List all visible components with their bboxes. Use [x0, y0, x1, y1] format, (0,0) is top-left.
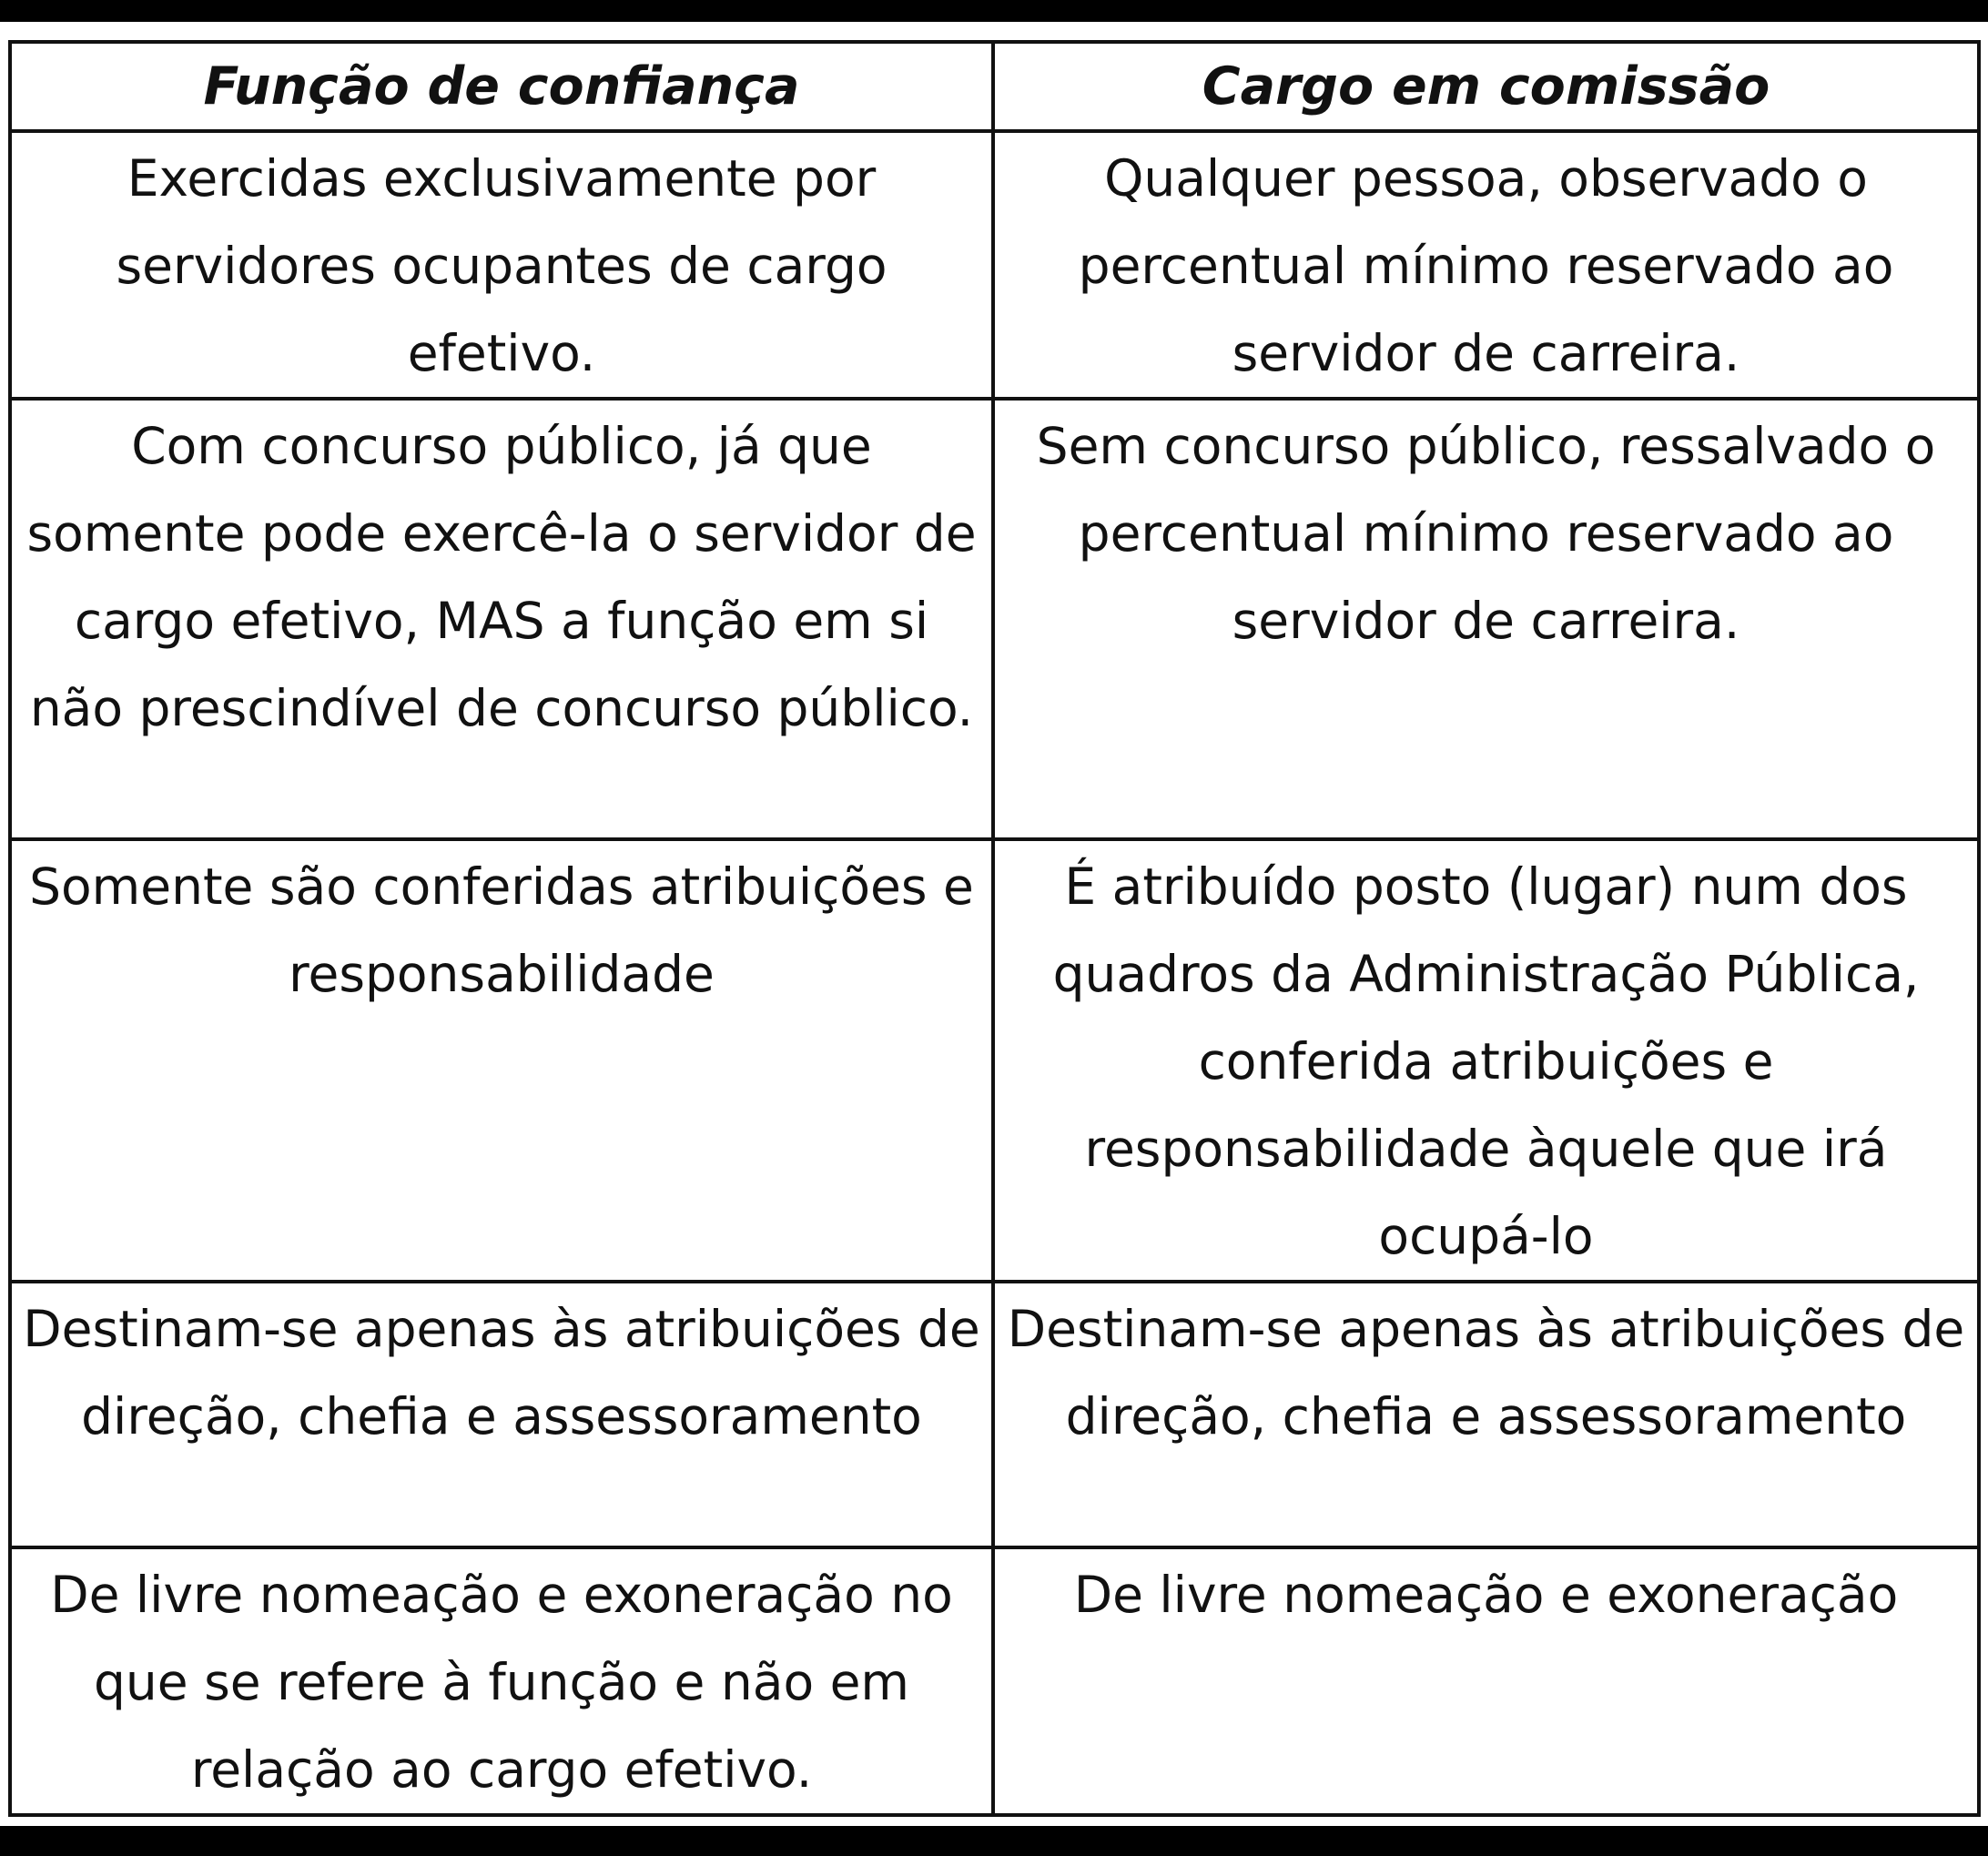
- table-row: [10, 131, 1979, 399]
- table-header-row: [10, 42, 1979, 131]
- cell-cargo-concurso: Sem concurso público, ressalvado o percentual mínimo reservado ao servidor de carreira.: [993, 399, 1979, 839]
- header-cargo-em-comissao: Cargo em comissão: [993, 42, 1979, 131]
- cell-funcao-concurso: Com concurso público, já que somente pode exercê-la o servidor de cargo efetivo, MAS a função em si não prescindível de concurso público.: [10, 399, 993, 839]
- cell-funcao-atribuicoes: Somente são conferidas atribuições e responsabilidade: [10, 839, 993, 1282]
- cell-funcao-destinacao: Destinam-se apenas às atribuições de direção, chefia e assessoramento: [10, 1282, 993, 1547]
- cell-cargo-quem-exerce: Qualquer pessoa, observado o percentual mínimo reservado ao servidor de carreira.: [993, 131, 1979, 399]
- cell-cargo-destinacao: Destinam-se apenas às atribuições de direção, chefia e assessoramento: [993, 1282, 1979, 1547]
- table-row: [10, 1547, 1979, 1815]
- cell-funcao-quem-exerce: Exercidas exclusivamente por servidores ocupantes de cargo efetivo.: [10, 131, 993, 399]
- cell-cargo-nomeacao: De livre nomeação e exoneração: [993, 1547, 1979, 1815]
- table-row: [10, 399, 1979, 839]
- header-funcao-de-confianca: Função de confiança: [10, 42, 993, 131]
- comparison-table: [8, 40, 1981, 1817]
- cell-funcao-nomeacao: De livre nomeação e exoneração no que se refere à função e não em relação ao cargo efetivo.: [10, 1547, 993, 1815]
- document-sheet: [0, 22, 1988, 1826]
- table-row: [10, 1282, 1979, 1547]
- cell-cargo-atribuicoes: É atribuído posto (lugar) num dos quadros da Administração Pública, conferida atribuições e responsabilidade àquele que irá ocupá-lo: [993, 839, 1979, 1282]
- table-row: [10, 839, 1979, 1282]
